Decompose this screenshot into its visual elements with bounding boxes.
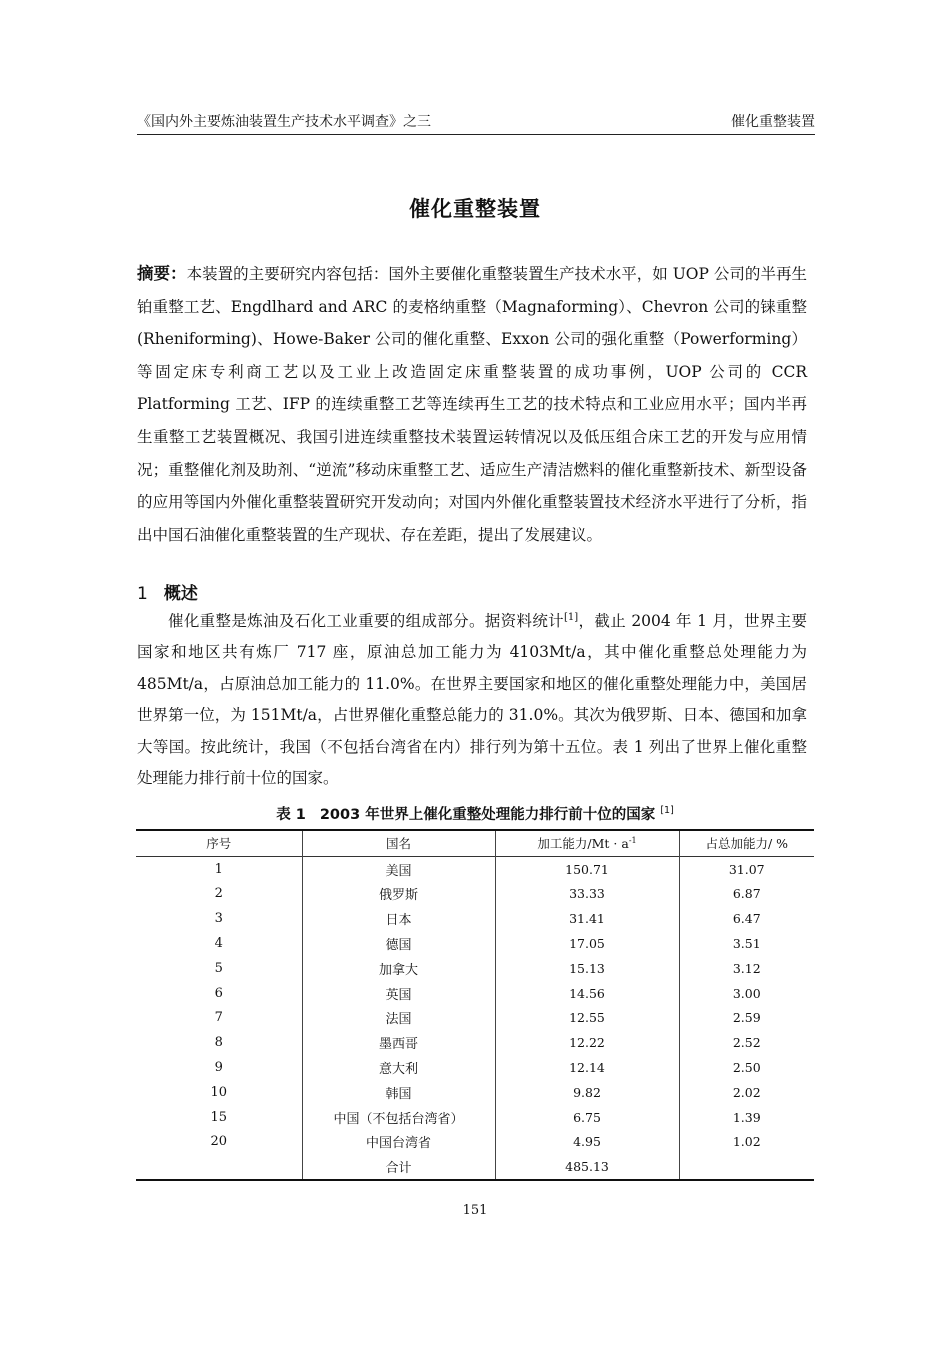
share-cell: 2.52: [679, 1030, 814, 1055]
country-cell: 法国: [302, 1006, 495, 1031]
rank-cell: 15: [136, 1105, 302, 1130]
capacity-cell: 12.22: [495, 1030, 679, 1055]
table-row: [136, 1030, 814, 1055]
table-row: [136, 956, 814, 981]
rank-cell: 20: [136, 1130, 302, 1155]
header-chapter-title: 催化重整装置: [731, 114, 815, 130]
capacity-cell: 150.71: [495, 856, 679, 881]
share-cell: 1.39: [679, 1105, 814, 1130]
rank-cell: 9: [136, 1055, 302, 1080]
table-row: [136, 1055, 814, 1080]
header-capacity: [495, 830, 679, 856]
section-number: 1: [137, 584, 148, 604]
header-series-title: 《国内外主要炼油装置生产技术水平调查》之三: [137, 114, 431, 130]
rank-cell: 3: [136, 906, 302, 931]
table-row: [136, 882, 814, 907]
capacity-cell: 9.82: [495, 1080, 679, 1105]
abstract-label: 摘要：: [137, 264, 187, 283]
share-cell: [679, 1154, 814, 1180]
table-row: [136, 981, 814, 1006]
share-cell: 31.07: [679, 856, 814, 881]
table-citation-ref: [1]: [660, 805, 674, 817]
running-header: [137, 112, 815, 135]
capacity-table: [136, 829, 814, 1181]
capacity-cell: 485.13: [495, 1154, 679, 1180]
country-cell: 墨西哥: [302, 1030, 495, 1055]
share-cell: 6.87: [679, 882, 814, 907]
rank-cell: 7: [136, 1006, 302, 1031]
capacity-cell: 15.13: [495, 956, 679, 981]
capacity-cell: 12.14: [495, 1055, 679, 1080]
country-cell: 韩国: [302, 1080, 495, 1105]
table-row: [136, 1105, 814, 1130]
rank-cell: 6: [136, 981, 302, 1006]
country-cell: 合计: [302, 1154, 495, 1180]
section-heading: [137, 579, 198, 604]
country-cell: 加拿大: [302, 956, 495, 981]
capacity-cell: 33.33: [495, 882, 679, 907]
header-share: 占总加能力/ %: [679, 830, 814, 856]
citation-ref: [1]: [564, 611, 579, 623]
table-row: [136, 1006, 814, 1031]
rank-cell: 10: [136, 1080, 302, 1105]
country-cell: 中国台湾省: [302, 1130, 495, 1155]
share-cell: 2.02: [679, 1080, 814, 1105]
header-country: 国名: [302, 830, 495, 856]
share-cell: 6.47: [679, 906, 814, 931]
country-cell: 美国: [302, 856, 495, 881]
abstract-text: 本装置的主要研究内容包括：国外主要催化重整装置生产技术水平，如 UOP 公司的半再生铂重整工艺、Engdlhard and ARC 的麦格纳重整（Magnaforming）、Chevron 公司的铼重整(Rheniforming)、Howe-Baker 公司的催化重整、Exxon 公司的强化重整（Powerforming）等固定床专利商工艺以及工业上改造固定床重整装置的成功事例，UOP 公司的 CCR Platforming 工艺、IFP 的连续重整工艺等连续再生工艺的技术特点和工业应用水平；国内半再生重整工艺装置概况、我国引进连续重整技术装置运转情况以及低压组合床工艺的开发与应用情况；重整催化剂及助剂、“逆流”移动床重整工艺、适应生产清洁燃料的催化重整新技术、新型设备的应用等国内外催化重整装置研究开发动向；对国内外催化重整装置技术经济水平进行了分析，指出中国石油催化重整装置的生产现状、存在差距，提出了发展建议。: [137, 265, 808, 544]
capacity-cell: 31.41: [495, 906, 679, 931]
abstract: [137, 258, 807, 551]
table-body: [136, 856, 814, 1180]
section-paragraph: [137, 606, 807, 794]
capacity-cell: 12.55: [495, 1006, 679, 1031]
table-number: 表 1: [276, 807, 306, 823]
rank-cell: 8: [136, 1030, 302, 1055]
share-cell: 2.59: [679, 1006, 814, 1031]
country-cell: 英国: [302, 981, 495, 1006]
table-row: [136, 906, 814, 931]
rank-cell: 4: [136, 931, 302, 956]
rank-cell: [136, 1154, 302, 1180]
share-cell: 3.51: [679, 931, 814, 956]
table-row: [136, 856, 814, 881]
share-cell: 3.00: [679, 981, 814, 1006]
paragraph-text-rest: ，截止 2004 年 1 月，世界主要国家和地区共有炼厂 717 座，原油总加工能力为 4103Mt/a，其中催化重整总处理能力为 485Mt/a，占原油总加工能力的 11.0%。在世界主要国家和地区的催化重整处理能力中，美国居世界第一位，为 151Mt/a，占世界催化重整总能力的 31.0%。其次为俄罗斯、日本、德国和加拿大等国。按此统计，我国（不包括台湾省在内）排行列为第十五位。表 1 列出了世界上催化重整处理能力排行前十位的国家。: [137, 612, 807, 788]
header-capacity-label: 加工能力/Mt · a: [537, 836, 629, 852]
country-cell: 中国（不包括台湾省）: [302, 1105, 495, 1130]
table-header-row: [136, 830, 814, 856]
table-row: [136, 1080, 814, 1105]
header-rank: 序号: [136, 830, 302, 856]
capacity-cell: 14.56: [495, 981, 679, 1006]
rank-cell: 2: [136, 882, 302, 907]
section-title: 概述: [163, 584, 198, 604]
table-caption-text: 2003 年世界上催化重整处理能力排行前十位的国家: [319, 807, 656, 823]
share-cell: 1.02: [679, 1130, 814, 1155]
country-cell: 日本: [302, 906, 495, 931]
table-row: [136, 1130, 814, 1155]
table-caption: [0, 803, 950, 824]
capacity-cell: 17.05: [495, 931, 679, 956]
country-cell: 德国: [302, 931, 495, 956]
country-cell: 意大利: [302, 1055, 495, 1080]
page-number: 151: [462, 1203, 488, 1218]
rank-cell: 1: [136, 856, 302, 881]
header-capacity-exponent: -1: [628, 836, 637, 846]
capacity-cell: 6.75: [495, 1105, 679, 1130]
table-row: [136, 931, 814, 956]
capacity-cell: 4.95: [495, 1130, 679, 1155]
rank-cell: 5: [136, 956, 302, 981]
table-row: [136, 1154, 814, 1180]
share-cell: 3.12: [679, 956, 814, 981]
share-cell: 2.50: [679, 1055, 814, 1080]
page-title: 催化重整装置: [409, 197, 541, 221]
country-cell: 俄罗斯: [302, 882, 495, 907]
paragraph-text-start: 催化重整是炼油及石化工业重要的组成部分。据资料统计: [168, 612, 565, 630]
